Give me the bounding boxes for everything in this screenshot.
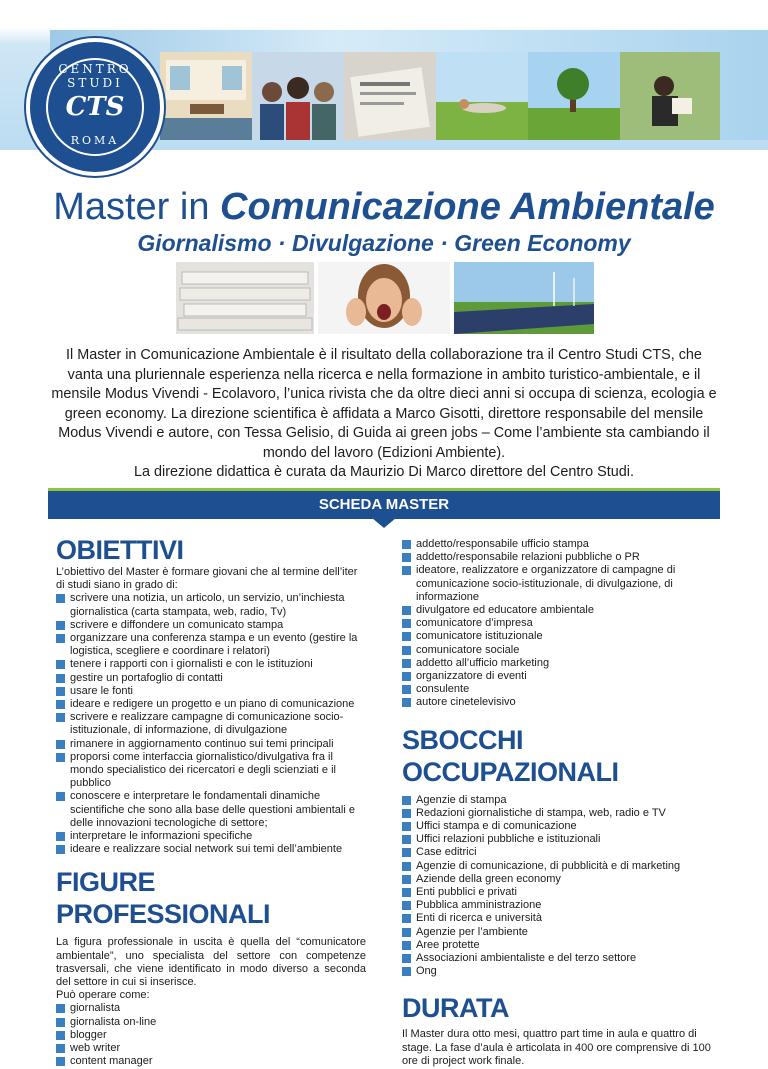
title-prefix: Master in bbox=[53, 186, 210, 228]
list-item: rimanere in aggiornamento continuo sui temi principali bbox=[56, 738, 366, 751]
list-item: interpretare le informazioni specifiche bbox=[56, 830, 366, 843]
list-item: divulgatore ed educatore ambientale bbox=[402, 604, 712, 617]
list-item: Uffici relazioni pubbliche e istituzionali bbox=[402, 833, 712, 846]
newspapers-stack-image bbox=[176, 262, 314, 334]
list-item: web writer bbox=[56, 1042, 366, 1055]
list-item: Case editrici bbox=[402, 846, 712, 859]
scheda-master-bar: SCHEDA MASTER bbox=[48, 488, 720, 519]
list-item: Uffici stampa e di comunicazione bbox=[402, 820, 712, 833]
list-item: addetto/responsabile relazioni pubbliche o PR bbox=[402, 551, 712, 564]
reading-woman-photo bbox=[620, 52, 720, 140]
list-item: autore cinetelevisivo bbox=[402, 696, 712, 709]
left-column bbox=[56, 534, 366, 1069]
solar-wind-image bbox=[454, 262, 594, 334]
list-item: comunicatore istituzionale bbox=[402, 630, 712, 643]
list-item: organizzatore di eventi bbox=[402, 670, 712, 683]
figure-list bbox=[56, 1002, 366, 1068]
cts-logo bbox=[26, 38, 164, 176]
list-item: Associazioni ambientaliste e del terzo settore bbox=[402, 952, 712, 965]
list-item: Aree protette bbox=[402, 939, 712, 952]
list-item: Pubblica amministrazione bbox=[402, 899, 712, 912]
list-item: comunicatore d’impresa bbox=[402, 617, 712, 630]
header-banner bbox=[0, 0, 768, 150]
list-item: Aziende della green economy bbox=[402, 873, 712, 886]
tree-photo bbox=[528, 52, 620, 140]
list-item: Redazioni giornalistiche di stampa, web, radio e TV bbox=[402, 807, 712, 820]
figure-lead-2: Può operare come: bbox=[56, 989, 150, 1002]
sbocchi-title: SBOCCHI OCCUPAZIONALI bbox=[402, 724, 619, 787]
list-item: addetto/responsabile ufficio stampa bbox=[402, 538, 712, 551]
list-item: consulente bbox=[402, 683, 712, 696]
list-item: proporsi come interfaccia giornalistico/divulgativa fra il mondo specialistico dei ricercatori e degli scienziati e il pubblico bbox=[56, 751, 366, 791]
logo-bottom-text: ROMA bbox=[70, 134, 120, 147]
list-item: content manager bbox=[56, 1055, 366, 1068]
list-item: scrivere e diffondere un comunicato stampa bbox=[56, 619, 366, 632]
list-item: ideatore, realizzatore e organizzatore di campagne di comunicazione socio-istituzionale, di divulgazione, di informazione bbox=[402, 564, 712, 604]
list-item: Enti di ricerca e università bbox=[402, 912, 712, 925]
intro-paragraph: La direzione didattica è curata da Maurizio Di Marco direttore del Centro Studi. bbox=[134, 464, 634, 480]
scheda-arrow-icon bbox=[372, 518, 396, 528]
field-laptop-photo bbox=[436, 52, 528, 140]
newspapers-photo bbox=[344, 52, 436, 140]
logo-top-text: CENTRO STUDI bbox=[58, 62, 132, 90]
crowd-photo bbox=[252, 52, 344, 140]
list-item: Agenzie di comunicazione, di pubblicità e di marketing bbox=[402, 860, 712, 873]
list-item: tenere i rapporti con i giornalisti e con le istituzioni bbox=[56, 658, 366, 671]
list-item: ideare e realizzare social network sui temi dell’ambiente bbox=[56, 843, 366, 856]
list-item: scrivere una notizia, un articolo, un servizio, un’inchiesta giornalistica (carta stampata, web, radio, Tv) bbox=[56, 592, 366, 618]
obiettivi-list bbox=[56, 592, 366, 856]
sbocchi-list bbox=[402, 794, 712, 979]
right-column bbox=[402, 538, 712, 1068]
list-item: addetto all’ufficio marketing bbox=[402, 657, 712, 670]
list-item: scrivere e realizzare campagne di comunicazione socio-istituzionale, di informazione, di divulgazione bbox=[56, 711, 366, 737]
list-item: blogger bbox=[56, 1029, 366, 1042]
figure-lead: La figura professionale in uscita è quella del “comunicatore ambientale”, uno specialista del settore con competenze trasversali, che viene identificato in modo diverso a seconda del settore in cui si inserisce. bbox=[56, 936, 366, 989]
list-item: giornalista on-line bbox=[56, 1016, 366, 1029]
intro-text bbox=[48, 346, 720, 483]
durata-title: DURATA bbox=[402, 993, 509, 1024]
title-main: Comunicazione Ambientale bbox=[220, 186, 715, 228]
list-item: Enti pubblici e privati bbox=[402, 886, 712, 899]
figure-title: FIGURE PROFESSIONALI bbox=[56, 867, 271, 930]
list-item: Agenzie per l’ambiente bbox=[402, 926, 712, 939]
list-item: Agenzie di stampa bbox=[402, 794, 712, 807]
list-item: Ong bbox=[402, 965, 712, 978]
intro-paragraph: Il Master in Comunicazione Ambientale è il risultato della collaborazione tra il Centro Studi CTS, che vanta una pluriennale esperienza nella ricerca e nella formazione in ambito turistico-ambientale, e il mensile Modus Vivendi - Ecolavoro, l’unica rivista che da oltre dieci anni si occupa di scienza, ecologia e green economy. La direzione scientifica è affidata a Marco Gisotti, direttore responsabile del mensile Modus Vivendi e autore, con Tessa Gelisio, di Guida ai green jobs – Come l’ambiente sta cambiando il mondo del lavoro (Edizioni Ambiente). bbox=[51, 347, 717, 461]
obiettivi-title: OBIETTIVI bbox=[56, 535, 184, 565]
list-item: usare le fonti bbox=[56, 685, 366, 698]
durata-text: Il Master dura otto mesi, quattro part time in aula e quattro di stage. La fase d’aula è articolata in 400 ore comprensive di 100 ore di project work finale. bbox=[402, 1028, 711, 1067]
list-item: conoscere e interpretare le fondamentali dinamiche scientifiche che sono alla base delle questioni ambientali e delle innovazioni tecnologiche di settore; bbox=[56, 790, 366, 830]
list-item: giornalista bbox=[56, 1002, 366, 1015]
page-subtitle: Giornalismo · Divulgazione · Green Economy bbox=[137, 230, 631, 256]
shouting-woman-image bbox=[318, 262, 450, 334]
page-title bbox=[0, 186, 768, 229]
list-item: gestire un portafoglio di contatti bbox=[56, 672, 366, 685]
logo-monogram: CTS bbox=[65, 92, 125, 122]
list-item: organizzare una conferenza stampa e un evento (gestire la logistica, scegliere e coordinare i relatori) bbox=[56, 632, 366, 658]
figure-list-continued bbox=[402, 538, 712, 710]
list-item: ideare e redigere un progetto e un piano di comunicazione bbox=[56, 698, 366, 711]
obiettivi-lead: L’obiettivo del Master è formare giovani che al termine dell’iter di studi siano in grado di: bbox=[56, 566, 358, 592]
meeting-room-photo bbox=[160, 52, 252, 140]
list-item: comunicatore sociale bbox=[402, 644, 712, 657]
